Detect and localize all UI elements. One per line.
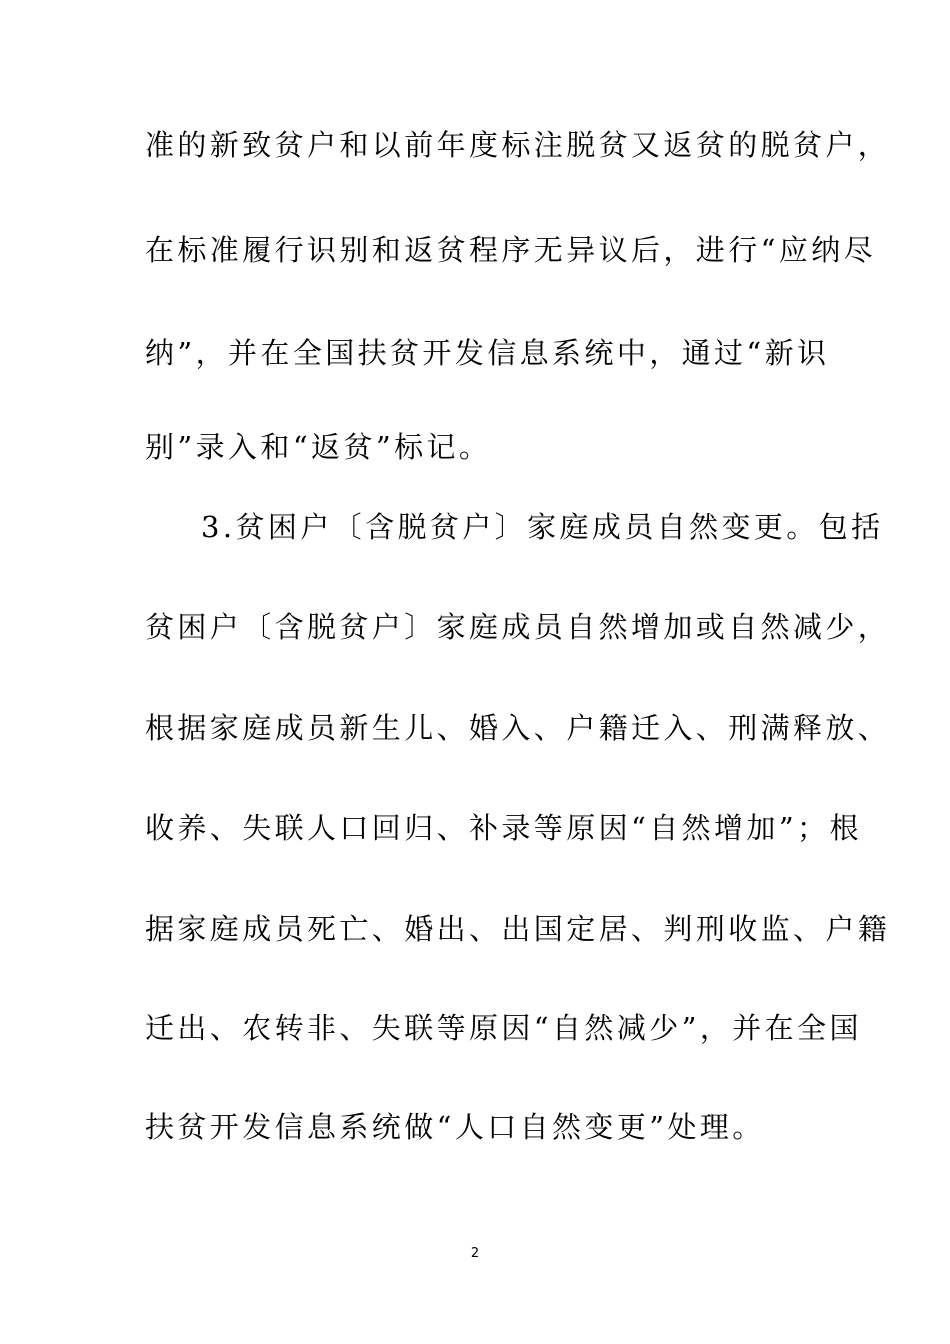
text-line: 准的新致贫户和以前年度标注脱贫又返贫的脱贫户，	[145, 128, 891, 162]
text-line: 别”录入和“返贫”标记。	[145, 430, 492, 464]
page-number: 2	[470, 1246, 480, 1261]
text-line: 纳”，并在全国扶贫开发信息系统中，通过“新识	[145, 336, 830, 370]
text-line: 扶贫开发信息系统做“人口自然变更”处理。	[145, 1110, 765, 1144]
text-line: 根据家庭成员新生儿、婚入、户籍迁入、刑满释放、	[145, 711, 891, 745]
paragraph-heading: 3.贫困户〔含脱贫户〕家庭成员自然变更。包括	[201, 510, 884, 544]
text-line: 迁出、农转非、失联等原因“自然减少”，并在全国	[145, 1011, 862, 1045]
text-line: 据家庭成员死亡、婚出、出国定居、判刑收监、户籍	[145, 912, 891, 946]
text-line: 在标准履行识别和返贫程序无异议后，进行“应纳尽	[145, 233, 877, 267]
text-line: 贫困户〔含脱贫户〕家庭成员自然增加或自然减少，	[145, 610, 891, 644]
text-line: 收养、失联人口回归、补录等原因“自然增加”；根	[145, 811, 862, 845]
